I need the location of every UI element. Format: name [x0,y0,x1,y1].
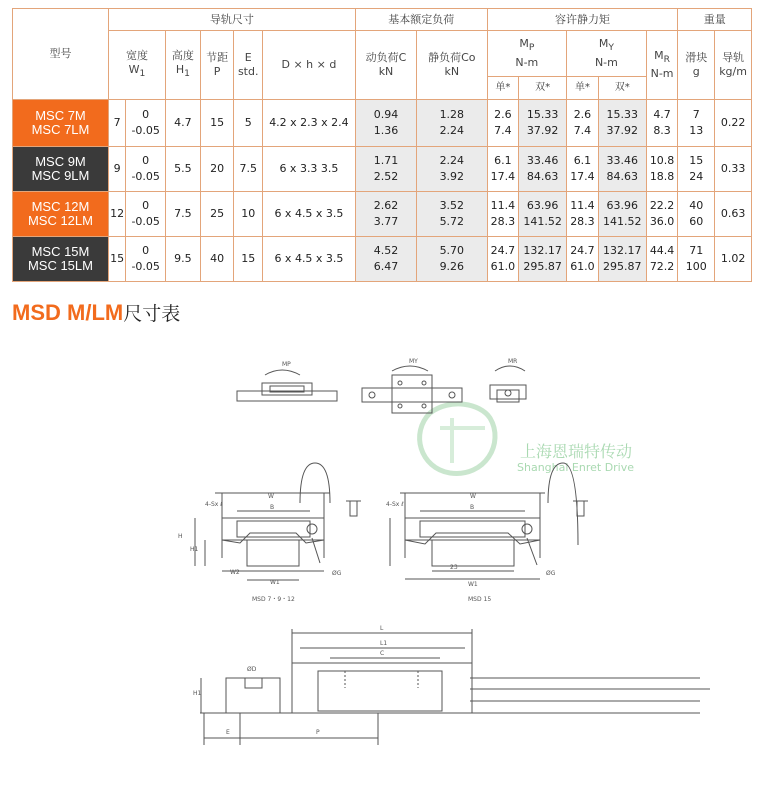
model-cell: MSC 15M MSC 15LM [13,237,109,282]
svg-text:W1: W1 [468,581,478,588]
svg-text:W: W [470,493,476,500]
watermark-en: Shanghai Enret Drive [517,461,635,474]
header-static-load: 静负荷Co kN [417,31,487,100]
section-title: MSD M/LM尺寸表 [12,300,181,325]
table-row: MSC 12M MSC 12LM 12 0 -0.05 7.5 25 10 6 x 4.5 x 3.5 2.62 3.77 3.52 5.72 11.4 28.3 63.96 141.52 11.4 28.3 63.96 141.52 22.2 36.0 40 60 0.63 [13,192,752,237]
header-rail-weight: 导轨 kg/m [715,31,752,100]
svg-text:B: B [270,504,275,511]
svg-text:MSD 7・9・12: MSD 7・9・12 [252,596,295,603]
svg-text:B: B [470,504,475,511]
svg-text:4-Sx ℓ: 4-Sx ℓ [205,501,223,508]
svg-text:ØD: ØD [247,666,257,673]
svg-text:MR: MR [508,358,518,365]
header-my-single: 单* [567,77,599,100]
cross-section-7-9-12 [178,463,361,603]
header-dynamic-load: 动负荷C kN [355,31,416,100]
svg-text:ØG: ØG [546,570,556,577]
model-cell: MSC 12M MSC 12LM [13,192,109,237]
svg-text:H1: H1 [190,546,199,553]
svg-text:MP: MP [282,361,291,368]
side-view [193,625,710,745]
model-cell: MSC 7M MSC 7LM [13,100,109,147]
header-e: E std. [234,31,263,100]
header-basic-load: 基本额定负荷 [355,9,487,31]
svg-text:H: H [178,533,183,540]
svg-text:H1: H1 [193,690,202,697]
svg-text:23: 23 [450,564,458,571]
header-guide-size: 导轨尺寸 [108,9,355,31]
svg-text:P: P [316,729,320,736]
header-mr: $M_R$ N-m [646,31,678,100]
header-model: 型号 [13,9,109,100]
svg-text:ØG: ØG [332,570,342,577]
spec-table [12,8,752,282]
header-weight: 重量 [678,9,752,31]
header-dhd: D × h × d [263,31,356,100]
svg-text:C: C [380,650,385,657]
header-my: $M_Y$ N-m [567,31,647,77]
view-mp [237,361,337,401]
watermark-logo [420,404,495,474]
table-row: MSC 7M MSC 7LM 7 0 -0.05 4.7 15 5 4.2 x 2.3 x 2.4 0.94 1.36 1.28 2.24 2.6 7.4 15.33 37.92 2.6 7.4 15.33 37.92 4.7 8.3 7 13 0.22 [13,100,752,147]
svg-text:MY: MY [409,358,418,365]
spec-table-body [13,100,752,282]
svg-text:L1: L1 [380,640,388,647]
svg-text:4-Sx ℓ: 4-Sx ℓ [386,501,404,508]
svg-text:E: E [226,729,230,736]
header-height: 高度 $H_1$ [166,31,201,100]
svg-text:W: W [268,493,274,500]
header-static-moment: 容许静力矩 [487,9,678,31]
header-pitch: 节距 P [200,31,234,100]
header-width: 宽度 $W_1$ [108,31,165,100]
svg-text:L: L [380,625,384,632]
cross-section-15 [386,463,588,603]
table-row: MSC 9M MSC 9LM 9 0 -0.05 5.5 20 7.5 6 x 3.3 3.5 1.71 2.52 2.24 3.92 6.1 17.4 33.46 84.63 6.1 17.4 33.46 84.63 10.8 18.8 15 24 0.33 [13,147,752,192]
table-row: MSC 15M MSC 15LM 15 0 -0.05 9.5 40 15 6 x 4.5 x 3.5 4.52 6.47 5.70 9.26 24.7 61.0 132.17 295.87 24.7 61.0 132.17 295.87 44.4 72.2 71 100 1.02 [13,237,752,282]
header-mp-double: 双* [519,77,567,100]
view-mr [490,358,526,402]
header-block-weight: 滑块 g [678,31,715,100]
technical-drawing [0,333,765,793]
model-cell: MSC 9M MSC 9LM [13,147,109,192]
header-mp-single: 单* [487,77,519,100]
svg-text:W1: W1 [270,579,280,586]
header-mp: $M_P$ N-m [487,31,567,77]
header-my-double: 双* [598,77,646,100]
watermark-cn: 上海恩瑞特传动 [520,442,633,461]
svg-text:MSD 15: MSD 15 [468,596,492,603]
svg-text:W2: W2 [230,569,240,576]
